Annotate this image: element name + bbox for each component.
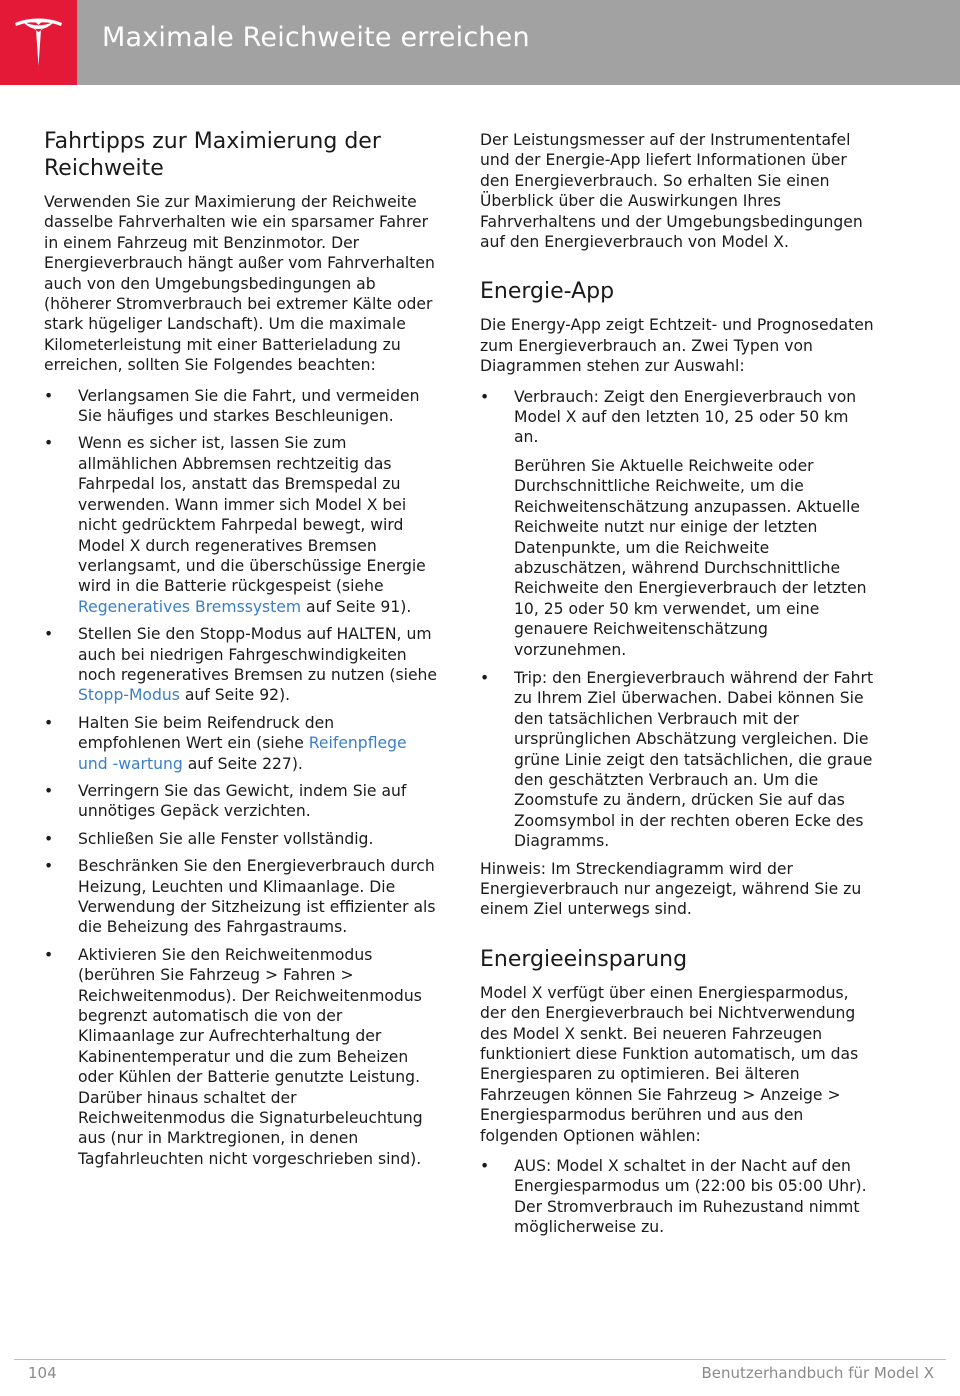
section-heading-energie-app: Energie-App — [480, 279, 615, 305]
list-item: • Beschränken Sie den Energieverbrauch durch Heizung, Leuchten und Klimaanlage. Die Verwendung der Sitzheizung ist effizienter als die Beheizung des Fahrgastraums. — [44, 856, 439, 938]
list-item: • AUS: Model X schaltet in der Nacht auf den Energiesparmodus um (22:00 bis 05:00 Uhr). Der Stromverbrauch im Ruhezustand nimmt möglicherweise zu. — [480, 1156, 875, 1238]
logo-box — [0, 0, 77, 85]
page-number: 104 — [28, 1364, 57, 1382]
page-header — [0, 0, 960, 85]
list-item: • Verlangsamen Sie die Fahrt, und vermeiden Sie häufiges und starkes Beschleunigen. — [44, 386, 439, 427]
note: Hinweis: Im Streckendiagramm wird der Energieverbrauch nur angezeigt, während Sie zu einem Ziel unterwegs sind. — [480, 859, 862, 919]
list-item: • Stellen Sie den Stopp-Modus auf HALTEN, um auch bei niedrigen Fahrgeschwindigkeiten noch regeneratives Bremsen zu nutzen (siehe Stopp-Modus auf Seite 92). — [44, 624, 439, 706]
right-column — [480, 130, 875, 1245]
option-list — [480, 1156, 875, 1238]
bold-term: Energiesparmodus — [480, 1106, 626, 1125]
list-item: • Schließen Sie alle Fenster vollständig. — [44, 829, 439, 849]
section-heading-fahrtipps: Fahrtipps zur Maximierung der Reichweite — [44, 129, 381, 181]
right-intro: Der Leistungsmesser auf der Instrumententafel und der Energie-App liefert Informationen über den Energieverbrauch. So erhalten Sie einen Überblick über die Auswirkungen Ihres Fahrverhaltens und der Umgebungsbedingungen auf den Energieverbrauch von Model X. — [480, 131, 863, 252]
diagram-list — [480, 387, 875, 852]
note-label: Hinweis: — [480, 859, 546, 878]
left-column — [44, 128, 439, 1176]
list-item: • Aktivieren Sie den Reichweitenmodus (berühren Sie Fahrzeug > Fahren > Reichweitenmodus). Der Reichweitenmodus begrenzt automatisch die von der Klimaanlage zur Aufrechterhaltung der Kabinentemperatur und die zum Beheizen oder Kühlen der Batterie genutzte Leistung. Darüber hinaus schaltet der Reichweitenmodus die Signaturbeleuchtung aus (nur in Marktregionen, in denen Tagfahrleuchten nicht vorgeschrieben sind). — [44, 945, 439, 1169]
bold-term: HALTEN — [336, 625, 397, 644]
bold-term: AUS — [514, 1157, 546, 1176]
tips-list — [44, 386, 439, 1170]
bold-term: Durchschnittliche Reichweite — [514, 477, 741, 496]
footer-divider — [14, 1359, 946, 1360]
app-intro: Die Energy-App zeigt Echtzeit- und Prognosedaten zum Energieverbrauch an. Zwei Typen von Diagrammen stehen zur Auswahl: — [480, 316, 874, 376]
bold-term: Anzeige — [760, 1085, 823, 1104]
bold-term: Reichweitenmodus — [78, 986, 226, 1005]
list-item: • Trip: den Energieverbrauch während der Fahrt zu Ihrem Ziel überwachen. Dabei können Sie den tatsächlichen Verbrauch mit der ursprünglichen Abschätzung vergleichen. Die grüne Linie zeigt den tatsächlichen, die graue den geschätzten Verbrauch an. Um die Zoomstufe zu ändern, drücken Sie auf das Zoomsymbol in der rechten oberen Ecke des Diagramms. — [480, 668, 875, 852]
save-intro: Model X verfügt über einen Energiesparmodus, der den Energieverbrauch bei Nichtverwendung des Model X senkt. Bei neueren Fahrzeugen funktioniert diese Funktion automatisch, um das Energiesparen zu optimieren. Bei älteren Fahrzeugen können Sie Fahrzeug > Anzeige > Energiesparmodus berühren und aus den folgenden Optionen wählen: — [480, 983, 859, 1145]
section-heading-energieeinsparung: Energieeinsparung — [480, 946, 688, 972]
list-item: • Halten Sie beim Reifendruck den empfohlenen Wert ein (siehe Reifenpflege und -wartung auf Seite 227). — [44, 713, 439, 774]
list-item: • Wenn es sicher ist, lassen Sie zum allmählichen Abbremsen rechtzeitig das Fahrpedal los, anstatt das Bremspedal zu verwenden. Wann immer sich Model X bei nicht gedrücktem Fahrpedal bewegt, wird Model X durch regeneratives Bremsen verlangsamt, und die überschüssige Energie wird in die Batterie rückgespeist (siehe Regeneratives Bremssystem auf Seite 91). — [44, 433, 439, 617]
bold-term: Fahren — [282, 966, 336, 985]
list-item: • Verbrauch: Zeigt den Energieverbrauch von Model X auf den letzten 10, 25 oder 50 km an. Berühren Sie Aktuelle Reichweite oder Durchschnittliche Reichweite, um die Reichweitenschätzung anzupassen. Aktuelle Reichweite nutzt nur einige der letzten Datenpunkte, um die Reichweite abzuschätzen, während Durchschnittliche Reichweite den Energieverbrauch der letzten 10, 25 oder 50 km verwendet, um eine genauere Reichweitenschätzung vorzunehmen. — [480, 387, 875, 660]
bold-term: Trip — [514, 668, 542, 687]
bold-term: Aktuelle Reichweite — [619, 456, 774, 475]
bold-term: Fahrzeug — [666, 1085, 738, 1104]
tesla-logo-icon — [12, 14, 65, 72]
page-title: Maximale Reichweite erreichen — [102, 22, 530, 53]
left-intro: Verwenden Sie zur Maximierung der Reichweite dasselbe Fahrverhalten wie ein sparsamer Fahrer in einem Fahrzeug mit Benzinmotor. Der Energieverbrauch hängt außer vom Fahrverhalten auch von den Umgebungsbedingungen ab (höherer Stromverbrauch bei extremer Kälte oder stark hügeliger Landschaft). Um die maximale Kilometerleistung mit einer Batterieladung zu erreichen, sollten Sie Folgendes beachten: — [44, 193, 435, 375]
list-item: • Verringern Sie das Gewicht, indem Sie auf unnötiges Gepäck verzichten. — [44, 781, 439, 822]
link-regeneratives-bremssystem[interactable]: Regeneratives Bremssystem — [78, 597, 302, 616]
bold-term: Fahrzeug — [189, 966, 260, 985]
footer-title: Benutzerhandbuch für Model X — [701, 1364, 934, 1382]
link-reifenpflege[interactable]: Reifenpflege und -wartung — [78, 734, 407, 773]
bold-term: Verbrauch — [514, 387, 594, 406]
link-stopp-modus[interactable]: Stopp-Modus — [78, 686, 180, 705]
